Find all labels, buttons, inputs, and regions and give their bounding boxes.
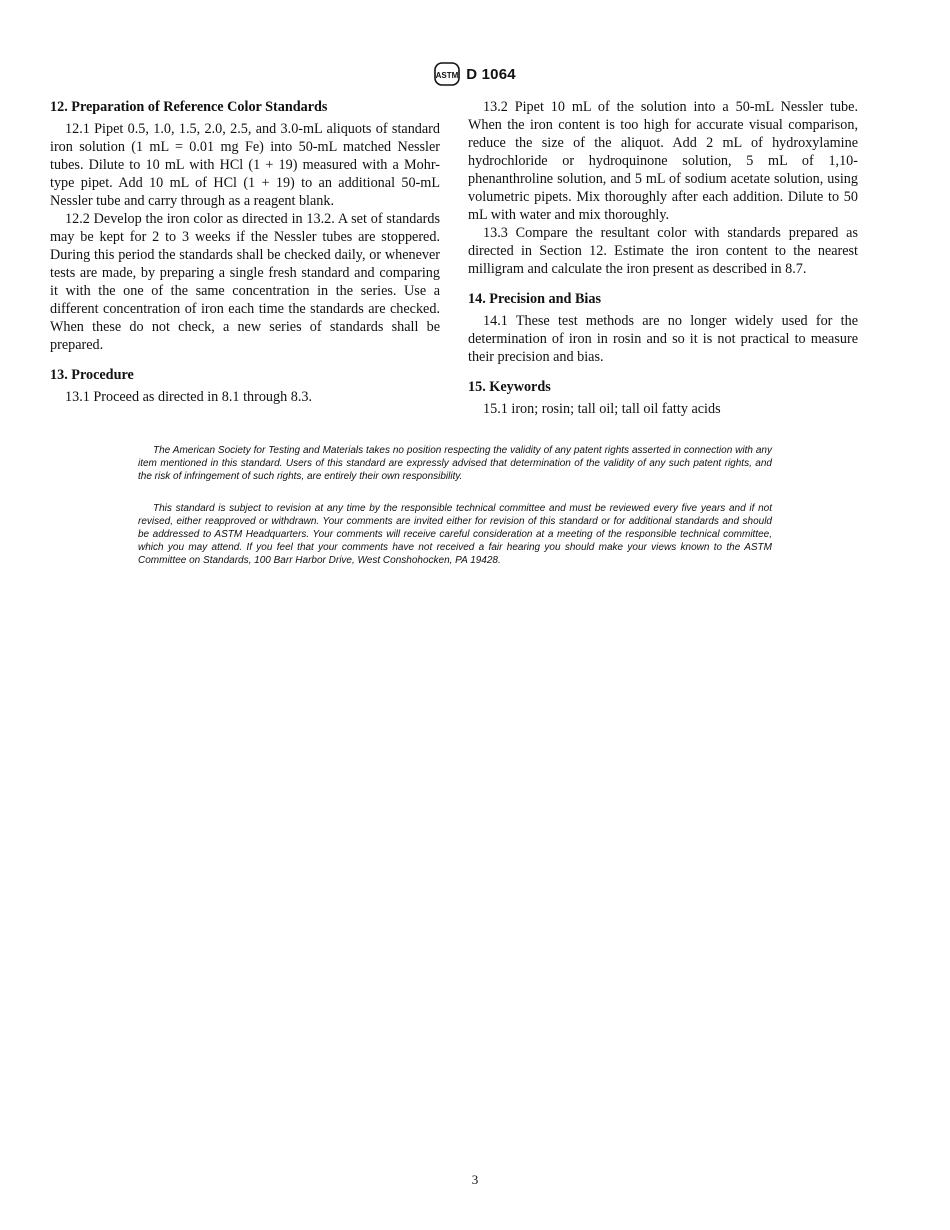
section-13-title: 13. Procedure (50, 367, 134, 383)
page-number: 3 (471, 1172, 479, 1187)
svg-text:ASTM: ASTM (435, 71, 459, 80)
revision-notice: This standard is subject to revision at any time by the responsible technical committee and must be reviewed every five years and if not revised, either reapproved or withdrawn. Your comments are invited either for revision of this standard or for additional standards and should be addressed to ASTM Headquarters. Your comments will receive careful consideration at a meeting of the responsible technical committee, which you may attend. If you feel that your comments have not received a fair hearing you should make your views known to the ASTM Committee on Standards, 100 Barr Harbor Drive, West Conshohocken, PA 19428. (138, 503, 772, 566)
right-column (468, 98, 858, 418)
paragraph-12-1: 12.1 Pipet 0.5, 1.0, 1.5, 2.0, 2.5, and 3.0-mL aliquots of standard iron solution (1 mL = 0.01 mg Fe) into 50-mL matched Nessler tubes. Dilute to 10 mL with HCl (1 + 19) measured with a Mohr-type pipet. Add 10 mL of HCl (1 + 19) to an additional 50-mL Nessler tube and carry through as a reagent blank. (50, 121, 440, 209)
section-14-title: 14. Precision and Bias (468, 291, 601, 307)
paragraph-13-2: 13.2 Pipet 10 mL of the solution into a 50-mL Nessler tube. When the iron content is too high for accurate visual comparison, reduce the size of the aliquot. Add 2 mL of hydroxylamine hydrochloride or hydroquinone solution, 5 mL of 1,10-phenanthroline solution, and 5 mL of sodium acetate solution, using volumetric pipets. Mix thoroughly after each addition. Dilute to 50 mL with water and mix thoroughly. (468, 99, 858, 223)
section-15-title: 15. Keywords (468, 379, 551, 395)
section-12-title: 12. Preparation of Reference Color Standards (50, 99, 328, 115)
paragraph-14-1: 14.1 These test methods are no longer widely used for the determination of iron in rosin and so it is not practical to measure their precision and bias. (468, 313, 858, 365)
paragraph-15-1: 15.1 iron; rosin; tall oil; tall oil fatty acids (483, 401, 721, 417)
left-column (50, 98, 440, 406)
astm-logo-icon (434, 62, 460, 86)
paragraph-13-3: 13.3 Compare the resultant color with standards prepared as directed in Section 12. Estimate the iron content to the nearest milligram and calculate the iron present as described in 8.7. (468, 225, 858, 277)
paragraph-12-2: 12.2 Develop the iron color as directed in 13.2. A set of standards may be kept for 2 to 3 weeks if the Nessler tubes are stoppered. During this period the standards shall be checked daily, or whenever tests are made, by preparing a single fresh standard and comparing it with the one of the same concentration in the series. Use a different concentration of iron each time the standards are checked. When these do not check, a new series of standards shall be prepared. (50, 211, 440, 353)
standard-designation: D 1064 (466, 65, 516, 83)
paragraph-13-1: 13.1 Proceed as directed in 8.1 through 8.3. (65, 389, 313, 405)
page-header (0, 62, 950, 86)
patent-notice: The American Society for Testing and Materials takes no position respecting the validity of any patent rights asserted in connection with any item mentioned in this standard. Users of this standard are expressly advised that determination of the validity of any such patent rights, and the risk of infringement of such rights, are entirely their own responsibility. (138, 445, 772, 482)
